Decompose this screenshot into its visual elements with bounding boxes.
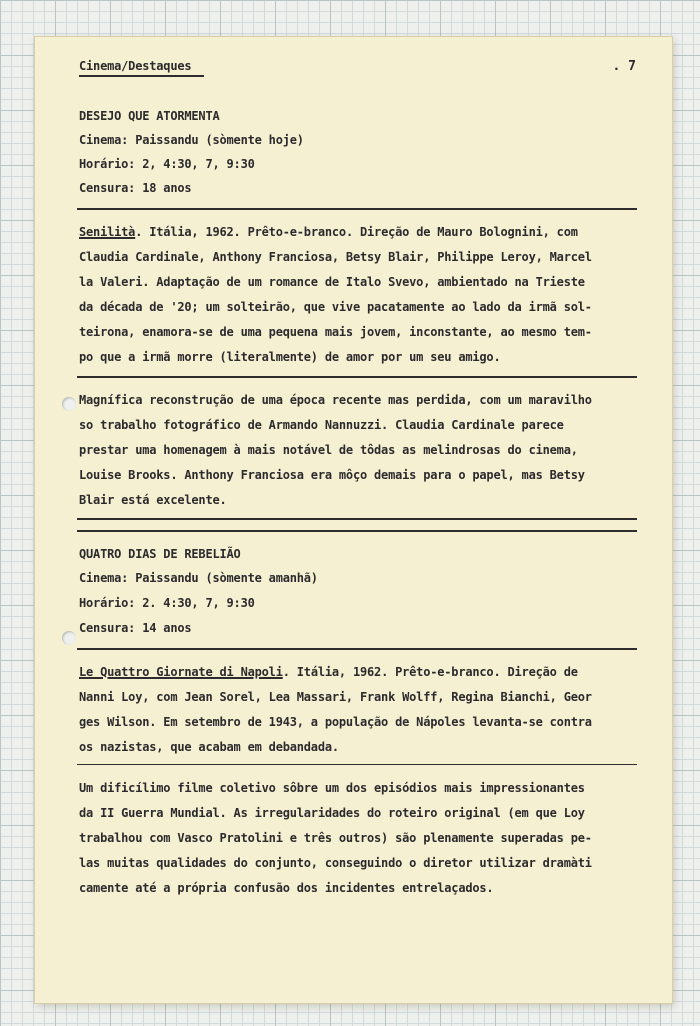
synopsis-line: Nanni Loy, com Jean Sorel, Lea Massari, Frank Wolff, Regina Bianchi, Geor [79,690,592,704]
divider-rule [77,208,637,210]
section-heading-underline [79,75,204,77]
film-title: DESEJO QUE ATORMENTA [79,109,220,123]
typewritten-page [35,37,672,1003]
page-number: . 7 [612,59,636,74]
review-line: las muitas qualidades do conjunto, conseguindo o diretor utilizar dramàti [79,856,592,870]
review-line: da II Guerra Mundial. As irregularidades do roteiro original (em que Loy [79,806,585,820]
synopsis-line: da década de '20; um solteirão, que vive pacatamente ao lado da irmã sol- [79,300,592,314]
film-cinema: Cinema: Paissandu (sòmente hoje) [79,133,304,147]
divider-rule [77,764,637,765]
synopsis-line: Claudia Cardinale, Anthony Franciosa, Betsy Blair, Philippe Leroy, Marcel [79,250,592,264]
film-rating: Censura: 18 anos [79,181,192,195]
divider-rule [77,376,637,378]
film-rating: Censura: 14 anos [79,621,192,635]
review-line: camente até a própria confusão dos incidentes entrelaçados. [79,881,494,895]
film-title: QUATRO DIAS DE REBELIÃO [79,547,241,561]
film-times: Horário: 2. 4:30, 7, 9:30 [79,596,255,610]
synopsis-text: . Itália, 1962. Prêto-e-branco. Direção de Mauro Bolognini, com [135,225,578,239]
review-line: trabalhou com Vasco Pratolini e três outros) são plenamente superadas pe- [79,831,592,845]
divider-rule [77,518,637,520]
divider-rule [77,530,637,532]
review-line: prestar uma homenagem à mais notável de tôdas as melindrosas do cinema, [79,443,578,457]
review-line: Um dificílimo filme coletivo sôbre um dos episódios mais impressionantes [79,781,585,795]
synopsis-line [79,665,578,679]
synopsis-line: teirona, enamora-se de uma pequena mais jovem, inconstante, ao mesmo tem- [79,325,592,339]
film-cinema: Cinema: Paissandu (sòmente amanhã) [79,571,318,585]
synopsis-text: . Itália, 1962. Prêto-e-branco. Direção de [282,665,578,679]
section-heading: Cinema/Destaques [79,59,192,73]
review-line: Magnífica reconstrução de uma época recente mas perdida, com um maravilho [79,393,592,407]
synopsis-line: os nazistas, que acabam em debandada. [79,740,339,754]
review-line: Blair está excelente. [79,493,227,507]
punch-hole [62,397,76,411]
film-times: Horário: 2, 4:30, 7, 9:30 [79,157,255,171]
synopsis-line: ges Wilson. Em setembro de 1943, a população de Nápoles levanta-se contra [79,715,592,729]
original-title: Senilità [79,225,136,239]
review-line: Louise Brooks. Anthony Franciosa era môço demais para o papel, mas Betsy [79,468,585,482]
synopsis-line [79,225,578,239]
divider-rule [77,648,637,650]
review-line: so trabalho fotográfico de Armando Nannuzzi. Claudia Cardinale parece [79,418,564,432]
synopsis-line: la Valeri. Adaptação de um romance de Italo Svevo, ambientado na Trieste [79,275,585,289]
punch-hole [62,631,76,645]
synopsis-line: po que a irmã morre (literalmente) de amor por um seu amigo. [79,350,501,364]
original-title: Le Quattro Giornate di Napoli [79,665,283,679]
